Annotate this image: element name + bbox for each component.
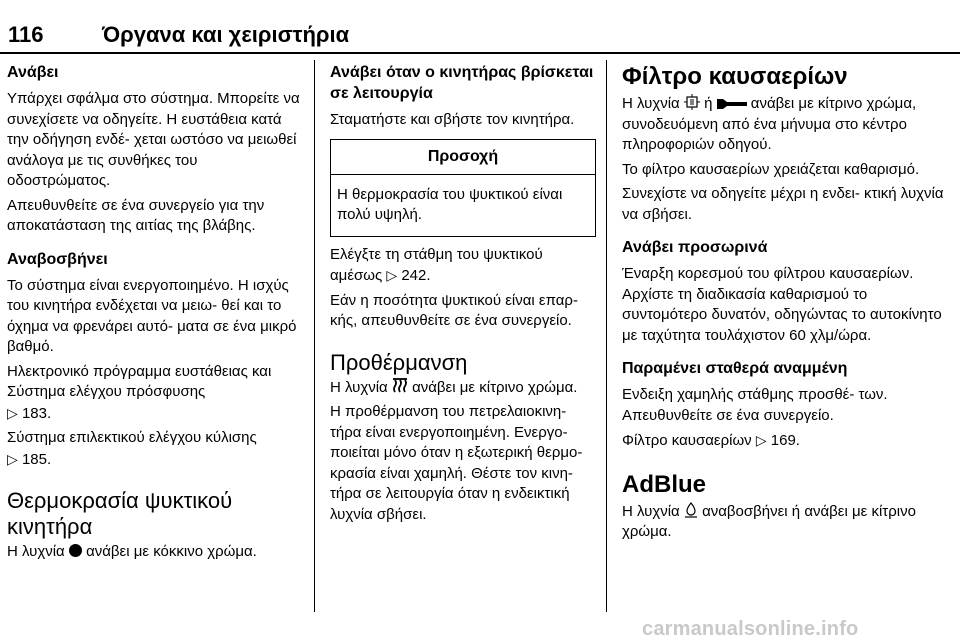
- heading-stays-on: Παραμένει σταθερά αναμμένη: [622, 360, 848, 377]
- heading-adblue: AdBlue: [622, 470, 706, 498]
- column-divider-2: [606, 60, 607, 612]
- paragraph: Ενδειξη χαμηλής στάθμης προσθέ- των. Απευθυνθείτε σε ένα συνεργείο.: [622, 386, 888, 424]
- paragraph: [7, 542, 303, 563]
- paragraph-text: Η λυχνία: [622, 95, 680, 112]
- page-ref[interactable]: 169.: [770, 432, 800, 449]
- heading-anavei: Ανάβει: [7, 64, 59, 81]
- paragraph: Απευθυνθείτε σε ένα συνεργείο για την αποκατάσταση της αιτίας της βλάβης.: [7, 196, 265, 234]
- paragraph-text: Η λυχνία: [330, 378, 388, 396]
- paragraph-text: Σύστημα επιλεκτικού ελέγχου κύλισης: [7, 429, 257, 446]
- paragraph: [622, 94, 954, 156]
- paragraph: Έναρξη κορεσμού του φίλτρου καυσαερίων. Αρχίστε τη διαδικασία καθαρισμού το συντομότερο δυνατόν, οδηγώντας το αυτοκίνητο με ταχύτητα τουλάχιστον 60 χλμ/ώρα.: [622, 265, 942, 344]
- column-1: [7, 62, 303, 567]
- paragraph: Εάν η ποσότητα ψυκτικού είναι επαρ- κής, απευθυνθείτε σε ένα συνεργείο.: [330, 291, 578, 329]
- paragraph-text: Ελέγξτε τη στάθμη του ψυκτικού αμέσως: [330, 245, 543, 284]
- paragraph-text: Η λυχνία: [622, 502, 680, 520]
- page-header: [0, 0, 960, 56]
- paragraph: Η προθέρμανση του πετρελαιοκινη- τήρα είναι ενεργοποιημένη. Ενεργο- ποιείται μόνο όταν η εξωτερική θερμο- κρασία είναι χαμηλή. Θέστε τον κινη- τήρα σε λειτουργία όταν η ενδεικτική λυχνία σβήσει.: [330, 403, 583, 523]
- column-2: [330, 62, 596, 529]
- paragraph-text: Η λυχνία: [7, 543, 65, 560]
- paragraph-text: Ηλεκτρονικό πρόγραμμα ευστάθειας και Σύστημα ελέγχου πρόσφυσης: [7, 362, 272, 400]
- caution-box: [330, 139, 596, 237]
- paragraph-text: ανάβει με κίτρινο χρώμα.: [412, 378, 578, 396]
- heading-coolant-temperature: Θερμοκρασία ψυκτικού κινητήρα: [7, 488, 233, 539]
- paragraph: [7, 428, 303, 470]
- heading-lights-temporarily: Ανάβει προσωρινά: [622, 239, 768, 256]
- watermark: carmanualsonline.info: [642, 618, 859, 640]
- caution-title: Προσοχή: [331, 140, 595, 175]
- page-ref[interactable]: 242.: [401, 267, 431, 284]
- column-3: [622, 62, 954, 547]
- adblue-icon: [684, 502, 698, 518]
- page-number: 116: [8, 22, 44, 47]
- paragraph: [330, 378, 596, 399]
- paragraph: Το σύστημα είναι ενεργοποιημένο. Η ισχύς του κινητήρα ενδέχεται να μειω- θεί και το όχημα να φρενάρει αυτό- ματα σε ένα μικρό βαθμό.: [7, 276, 297, 355]
- glow-plug-icon: [392, 378, 408, 394]
- paragraph-text: ανάβει με κόκκινο χρώμα.: [86, 543, 257, 560]
- paragraph: [622, 430, 954, 452]
- heading-engine-running: Ανάβει όταν ο κινητήρας βρίσκεται σε λειτουργία: [330, 64, 594, 102]
- exhaust-filter-icon: [684, 94, 700, 110]
- paragraph: Υπάρχει σφάλμα στο σύστημα. Μπορείτε να συνεχίσετε να οδηγείτε. Η ευστάθεια κατά την οδήγηση ενδέ- χεται ωστόσο να μειωθεί ανάλογα με τις συνθήκες του οδοστρώματος.: [7, 90, 300, 189]
- caution-text: Η θερμοκρασία του ψυκτικού είναι πολύ υψηλή.: [337, 185, 563, 223]
- page-ref-arrow-icon: ▷: [386, 267, 398, 283]
- paragraph-text: αναβοσβήνει ή ανάβει με κίτρινο χρώμα.: [622, 502, 916, 540]
- paragraph-text: ή: [704, 95, 713, 112]
- heading-anavosvinei: Αναβοσβήνει: [7, 250, 108, 268]
- page-ref[interactable]: 185.: [21, 450, 52, 468]
- exhaust-pipe-icon: [717, 96, 747, 110]
- column-divider-1: [314, 60, 315, 612]
- page-ref-arrow-icon: ▷: [7, 404, 18, 421]
- page-ref-arrow-icon: ▷: [7, 450, 18, 467]
- heading-preheating: Προθέρμανση: [330, 349, 468, 375]
- paragraph: Σταματήστε και σβήστε τον κινητήρα.: [330, 111, 575, 128]
- red-warning-light-icon: [69, 544, 82, 557]
- paragraph-text: ανάβει με κίτρινο χρώμα, συνοδευόμενη από ένα μήνυμα στο κέντρο πληροφοριών οδηγού.: [622, 95, 917, 153]
- paragraph: [330, 245, 596, 287]
- paragraph-text: Φίλτρο καυσαερίων: [622, 432, 752, 449]
- paragraph: Το φίλτρο καυσαερίων χρειάζεται καθαρισμό.: [622, 160, 920, 178]
- paragraph: [622, 502, 954, 543]
- paragraph: [7, 362, 303, 425]
- heading-exhaust-filter: Φίλτρο καυσαερίων: [622, 63, 848, 90]
- header-rule: [0, 52, 960, 54]
- page-ref[interactable]: 183.: [21, 404, 52, 422]
- paragraph: Συνεχίστε να οδηγείτε μέχρι η ενδει- κτική λυχνία να σβήσει.: [622, 185, 944, 223]
- page-title: Όργανα και χειριστήρια: [102, 22, 350, 47]
- page-ref-arrow-icon: ▷: [755, 432, 767, 448]
